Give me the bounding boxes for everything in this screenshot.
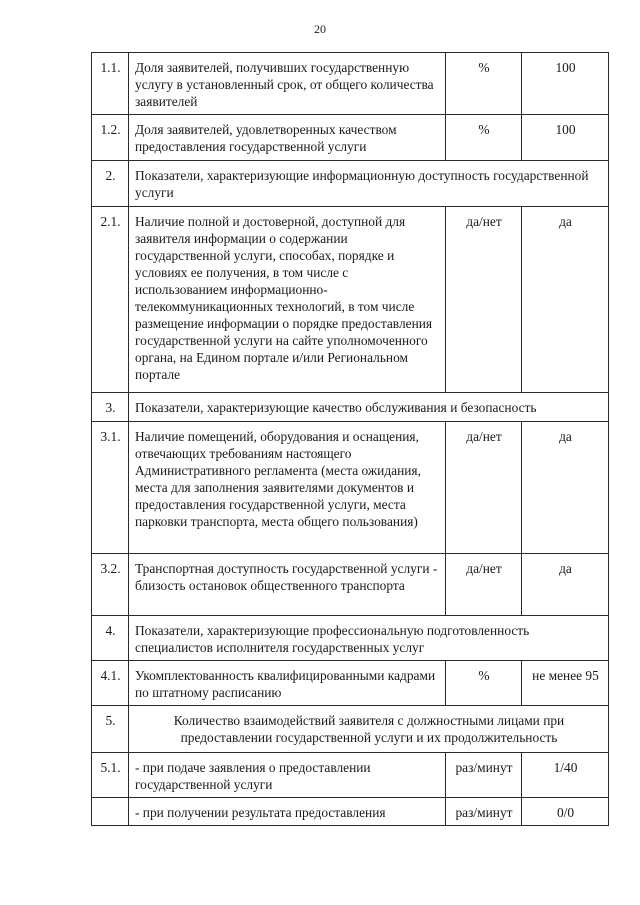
indicators-table (91, 52, 609, 826)
indicator-text: Укомплектованность квалифицированными кадрами по штатному расписанию (129, 661, 446, 706)
indicator-text: Транспортная доступность государственной услуги - близость остановок общественного транспорта (129, 554, 446, 616)
row-number: 2.1. (92, 207, 129, 393)
indicator-text: - при подаче заявления о предоставлении государственной услуги (129, 753, 446, 798)
section-title: Количество взаимодействий заявителя с должностными лицами при предоставлении государственной услуги и их продолжительность (129, 706, 609, 753)
section-number: 4. (92, 616, 129, 661)
table-row (92, 207, 609, 393)
row-number: 1.2. (92, 115, 129, 161)
indicator-text: Наличие помещений, оборудования и оснащения, отвечающих требованиям настоящего Административного регламента (места ожидания, места для заполнения заявителями документов и предоставления государственной услуги, места парковки транспорта, места общего пользования) (129, 422, 446, 554)
value-cell: 0/0 (522, 798, 609, 826)
indicator-text: - при получении результата предоставления (129, 798, 446, 826)
section-number: 2. (92, 161, 129, 207)
section-row (92, 706, 609, 753)
row-number: 3.1. (92, 422, 129, 554)
row-number: 3.2. (92, 554, 129, 616)
indicator-text: Доля заявителей, удовлетворенных качеством предоставления государственной услуги (129, 115, 446, 161)
section-title: Показатели, характеризующие качество обслуживания и безопасность (129, 393, 609, 422)
value-cell: 1/40 (522, 753, 609, 798)
unit-cell: да/нет (446, 422, 522, 554)
section-row (92, 393, 609, 422)
section-number: 5. (92, 706, 129, 753)
section-number: 3. (92, 393, 129, 422)
table-row (92, 554, 609, 616)
row-number (92, 798, 129, 826)
unit-cell: % (446, 115, 522, 161)
value-cell: да (522, 554, 609, 616)
section-row (92, 616, 609, 661)
section-row (92, 161, 609, 207)
value-cell: 100 (522, 115, 609, 161)
row-number: 4.1. (92, 661, 129, 706)
value-cell: не менее 95 (522, 661, 609, 706)
indicator-text: Наличие полной и достоверной, доступной для заявителя информации о содержании государственной услуги, способах, порядке и условиях ее получения, в том числе с использованием информационно-телекоммуникационных технологий, в том числе размещение информации о порядке предоставления государственной услуги на сайте уполномоченного органа, на Едином портале и/или Региональном портале (129, 207, 446, 393)
unit-cell: да/нет (446, 207, 522, 393)
page-number: 20 (314, 22, 326, 36)
value-cell: да (522, 207, 609, 393)
table-row (92, 422, 609, 554)
table-row (92, 798, 609, 826)
row-number: 5.1. (92, 753, 129, 798)
unit-cell: раз/минут (446, 753, 522, 798)
table-row (92, 661, 609, 706)
section-title: Показатели, характеризующие профессиональную подготовленность специалистов исполнителя государственных услуг (129, 616, 609, 661)
unit-cell: % (446, 661, 522, 706)
table-row (92, 753, 609, 798)
unit-cell: % (446, 53, 522, 115)
unit-cell: да/нет (446, 554, 522, 616)
value-cell: да (522, 422, 609, 554)
unit-cell: раз/минут (446, 798, 522, 826)
row-number: 1.1. (92, 53, 129, 115)
section-title: Показатели, характеризующие информационную доступность государственной услуги (129, 161, 609, 207)
table-row (92, 53, 609, 115)
value-cell: 100 (522, 53, 609, 115)
table-row (92, 115, 609, 161)
indicator-text: Доля заявителей, получивших государственную услугу в установленный срок, от общего количества заявителей (129, 53, 446, 115)
